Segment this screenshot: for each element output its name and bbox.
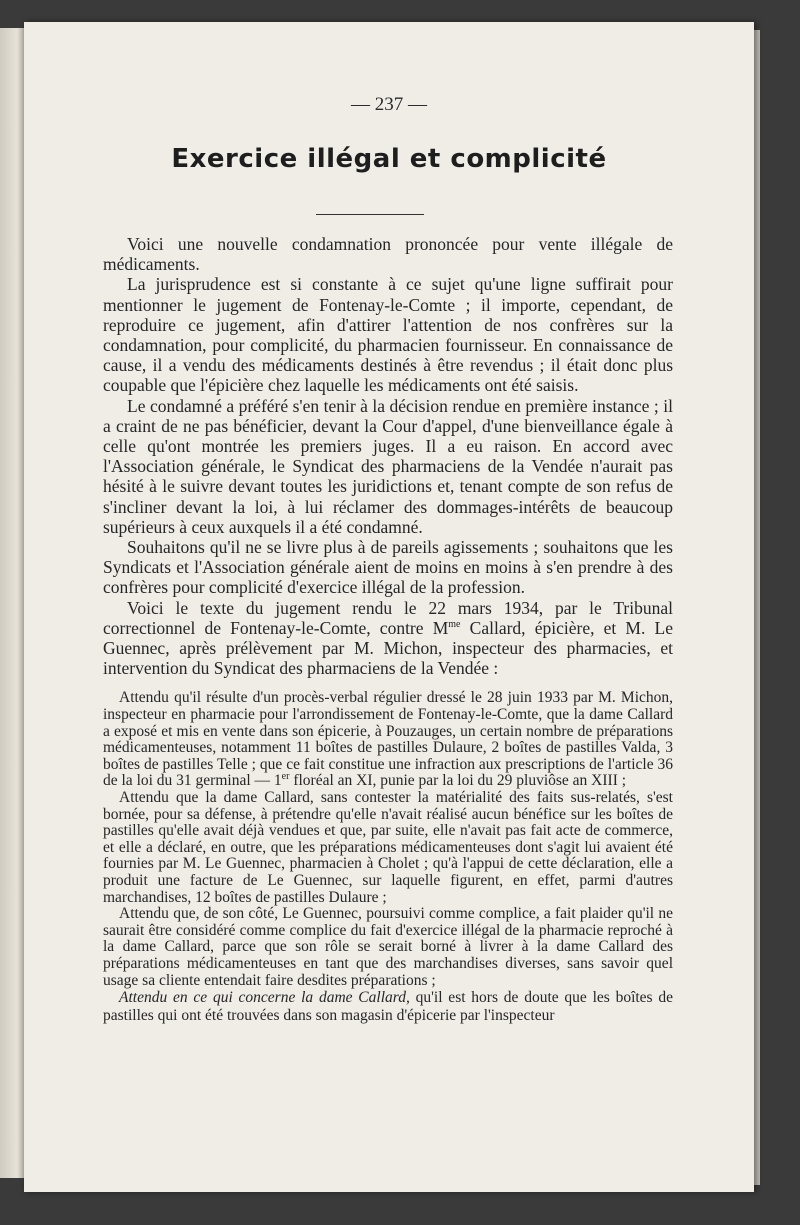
judgment-paragraph: [103, 690, 673, 790]
text-run: qu'il est hors de doute que les boîtes de pastilles qui ont été trouvées dans son magasin d'épicerie par l'inspecteur: [103, 989, 674, 1024]
superscript: er: [281, 771, 290, 783]
text-run: Attendu qu'il résulte d'un procès-verbal régulier dressé le 28 juin 1933 par M. Michon, inspecteur en pharmacie pour l'arrondissement de Fontenay-le-Comte, que la dame Callard a exposé et mis en vente dans son épicerie, à Pouzauges, un certain nombre de préparations médicamenteuses, notamment 11 boîtes de pastilles Dulaure, 2 boîtes de pastilles Valda, 3 boîtes de pastilles Telle ; que ce fait constitue une infraction aux prescriptions de l'article 36 de la loi du 31 germinal — 1: [103, 689, 673, 790]
article-title: Exercice illégal et complicité: [171, 144, 607, 174]
intro-paragraph: La jurisprudence est si constante à ce sujet qu'une ligne suffirait pour mentionner le jugement de Fontenay-le-Comte ; il importe, cependant, de reproduire ce jugement, afin d'attirer l'attention de nos confrères sur la condamnation, pour complicité, du pharmacien fournisseur. En connaissance de cause, il a vendu des médicaments destinés à être revendus ; il était donc plus coupable que l'épicière chez laquelle les médicaments ont été saisis.: [103, 274, 673, 396]
article-body: [103, 234, 673, 1025]
judgment-paragraph: Attendu que la dame Callard, sans contester la matérialité des faits sus-relatés, s'est bornée, pour sa défense, à prétendre qu'elle n'avait réalisé aucun bénéfice sur les boîtes de pastilles qu'elle avait déjà vendues et que, par suite, elle n'avait pas fait acte de commerce, et elle a déclaré, en outre, que les préparations médicamenteuses dont s'agit lui avaient été fournies par M. Le Guennec, pharmacien à Cholet ; qu'à l'appui de cette déclaration, elle a produit une facture de Le Guennec, sur laquelle figurent, en effet, parmi d'autres marchandises, 12 boîtes de pastilles Dulaure ;: [103, 789, 673, 906]
intro-paragraph: Voici une nouvelle condamnation prononcée pour vente illégale de médicaments.: [103, 234, 673, 275]
page-number: — 237 —: [351, 94, 427, 115]
italic-lead: Attendu en ce qui concerne la dame Callard,: [119, 989, 410, 1007]
title-divider: [316, 214, 424, 215]
text-run: floréal an XI, punie par la loi du 29 pluviôse an XIII ;: [289, 772, 627, 790]
judgment-paragraph: Attendu que, de son côté, Le Guennec, poursuivi comme complice, a fait plaider qu'il ne saurait être considéré comme complice du fait d'exercice illégal de la pharmacie reproché à la dame Callard, parce que son rôle se serait borné à livrer à la dame Callard des préparations médicamenteuses en tant que des marchandises diverses, sans savoir quel usage sa cliente entendait faire desdites préparations ;: [103, 905, 673, 989]
intro-paragraph: Le condamné a préféré s'en tenir à la décision rendue en première instance ; il a craint de ne pas bénéficier, devant la Cour d'appel, d'une bienveillance égale à celle qu'ont montrée les premiers juges. Il a eu raison. En accord avec l'Association générale, le Syndicat des pharmaciens de la Vendée n'aurait pas hésité à le suivre devant toutes les juridictions et, tenant compte de son refus de s'incliner devant la loi, à lui réclamer des dommages-intérêts de beaucoup supérieurs à ceux auxquels il a été condamné.: [103, 395, 673, 537]
superscript: me: [448, 619, 461, 631]
text-run: Callard, épicière, et M. Le Guennec, après prélèvement par M. Michon, inspecteur des pharmacies, et intervention du Syndicat des pharmaciens de la Vendée :: [103, 617, 673, 679]
text-run: Voici le texte du jugement rendu le 22 mars 1934, par le Tribunal correctionnel de Fontenay-le-Comte, contre M: [103, 597, 673, 638]
facing-page-edge: [0, 28, 24, 1178]
judgment-text: [103, 690, 673, 1024]
intro-paragraph: Souhaitons qu'il ne se livre plus à de pareils agissements ; souhaitons que les Syndicats et l'Association générale aient de moins en moins à s'en prendre à des confrères pour complicité d'exercice illégal de la profession.: [103, 537, 673, 598]
book-page: [24, 22, 754, 1192]
intro-paragraph: [103, 598, 673, 679]
introduction: [103, 234, 673, 678]
page-fore-edge: [754, 30, 760, 1185]
judgment-paragraph: [103, 989, 673, 1025]
